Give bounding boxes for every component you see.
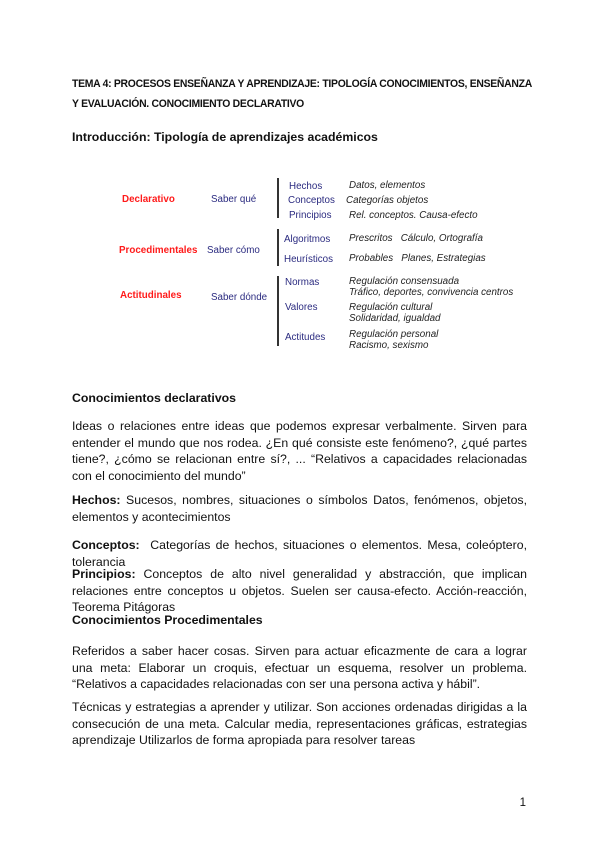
diagram-saber-como: Saber cómo [207,245,260,256]
principios-label: Principios: [72,567,136,581]
diagram-bracket [277,178,279,218]
diagram-item: Conceptos [288,195,335,206]
hechos-paragraph [72,492,527,525]
diagram-bracket [277,276,279,346]
section-heading-procedimentales: Conocimientos Procedimentales [72,613,263,627]
diagram-item-desc: Datos, elementos [349,180,426,191]
diagram-item-desc: Regulación personal [349,329,439,340]
diagram-item-desc: Racismo, sexismo [349,340,429,351]
diagram-item: Actitudes [285,332,326,343]
procedimentales-paragraph-2: Técnicas y estrategias a aprender y utilizar. Son acciones ordenadas dirigidas a la consecución de una meta. Calcular media, representaciones gráficas, estrategias aprendizaje Utilizarlos de forma apropiada para resolver tareas [72,700,527,747]
principios-text: Conceptos de alto nivel generalidad y abstracción, que implican relaciones entre conceptos u objetos. Suelen ser causa-efecto. Acción-reacción, Teorema Pitágoras [72,567,527,614]
diagram-item-desc: Regulación consensuada [349,276,460,287]
diagram-item: Normas [285,277,320,288]
diagram-item-desc: Regulación cultural [349,302,433,313]
diagram-item-desc: Rel. conceptos. Causa-efecto [349,210,478,221]
diagram-item-desc: Prescritos Cálculo, Ortografía [349,233,483,244]
hechos-text: Sucesos, nombres, situaciones o símbolos Datos, fenómenos, objetos, elementos y acontecimientos [72,493,527,524]
diagram-item: Hechos [289,181,323,192]
diagram-item: Valores [285,302,318,313]
section-heading-declarativos: Conocimientos declarativos [72,391,237,405]
diagram-item-desc: Solidaridad, igualdad [349,313,441,324]
diagram-type-procedimentales: Procedimentales [119,245,198,256]
procedimentales-paragraph-1: Referidos a saber hacer cosas. Sirven para actuar eficazmente de cara a lograr una meta: Elaborar un croquis, efectuar un esquema, resolver un problema. “Relativos a capacidades relacionadas con ser una persona activa y hábil”. [72,644,527,691]
declarativos-paragraph: Ideas o relaciones entre ideas que podemos expresar verbalmente. Sirven para entender el mundo que nos rodea. ¿En qué consiste este fenómeno?, ¿qué partes tiene?, ¿cómo se relacionan entre sí?, ... “Relativos a capacidades relacionadas con el conocimiento del mundo” [72,419,527,483]
principios-paragraph [72,566,527,616]
diagram-saber-que: Saber qué [211,194,257,205]
hechos-label: Hechos: [72,493,121,507]
document-title: TEMA 4: PROCESOS ENSEÑANZA Y APRENDIZAJE: TIPOLOGÍA CONOCIMIENTOS, ENSEÑANZA Y EVALUACIÓN. CONOCIMIENTO DECLARATIVO [72,78,532,110]
diagram-saber-donde: Saber dónde [211,292,268,303]
diagram-item-desc: Probables Planes, Estrategias [349,253,486,264]
diagram-type-declarativo: Declarativo [122,194,175,205]
diagram-type-actitudinales: Actitudinales [120,290,182,301]
diagram-item: Algoritmos [284,234,331,245]
diagram-item: Principios [289,210,332,221]
page-number: 1 [519,797,526,809]
diagram-item: Heurísticos [284,254,333,265]
intro-heading: Introducción: Tipología de aprendizajes académicos [72,130,378,144]
diagram-item-desc: Tráfico, deportes, convivencia centros [349,287,514,298]
diagram-item-desc: Categorías objetos [346,195,429,206]
conceptos-text: Categorías de hechos, situaciones o elementos. Mesa, coleóptero, tolerancia [72,538,531,569]
conceptos-label: Conceptos: [72,538,140,552]
diagram-bracket [277,229,279,266]
